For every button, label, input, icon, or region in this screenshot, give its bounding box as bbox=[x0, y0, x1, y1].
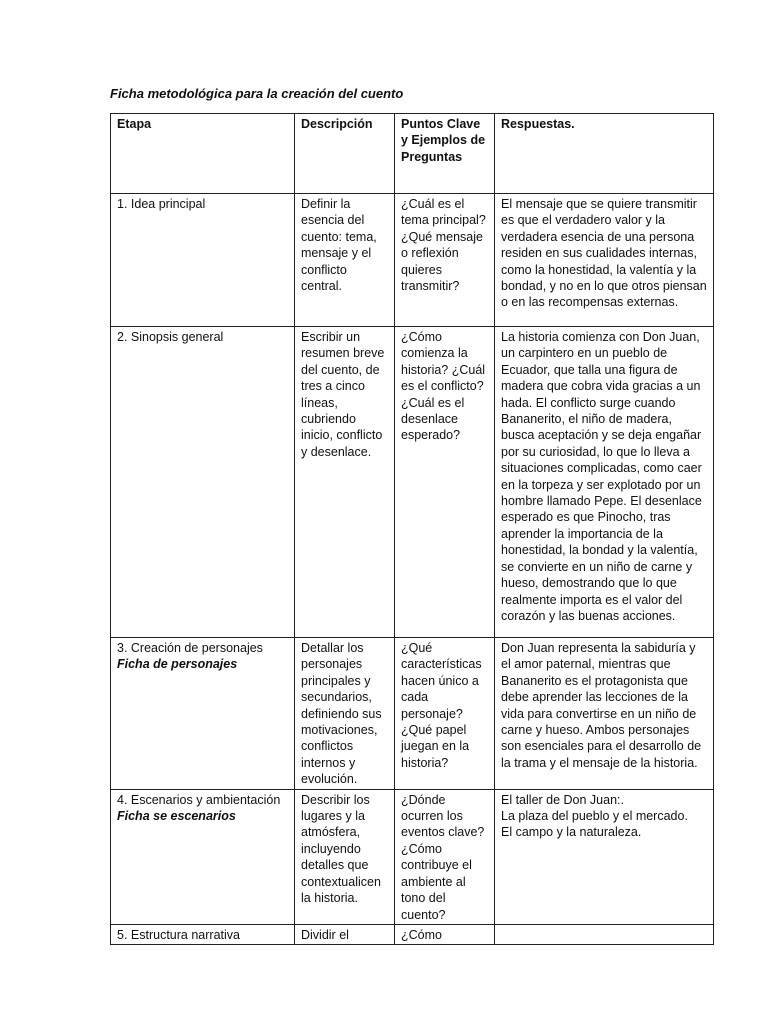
header-respuestas: Respuestas. bbox=[495, 114, 714, 194]
respuesta-cell: La historia comienza con Don Juan, un carpintero en un pueblo de Ecuador, que talla una figura de madera que cobra vida gracias a un hada. El conflicto surge cuando Bananerito, el niño de madera, busca aceptación y se deja engañar por su curiosidad, lo que lo lleva a situaciones complicadas, como caer en la torpeza y ser explotado por un hombre llamado Pepe. El desenlace esperado es que Pinocho, tras aprender la importancia de la honestidad, la bondad y la valentía, se convierte en un niño de carne y hueso, demostrando que lo que realmente importa es el valor del corazón y las buenas acciones. bbox=[495, 327, 714, 638]
etapa-label: 3. Creación de personajes bbox=[117, 641, 263, 655]
respuesta-line: El campo y la naturaleza. bbox=[501, 825, 642, 840]
methodology-table bbox=[110, 113, 714, 945]
respuesta-line: El taller de Don Juan:. bbox=[501, 792, 624, 807]
preguntas-cell: ¿Qué características hacen único a cada personaje? ¿Qué papel juegan en la historia? bbox=[395, 638, 495, 790]
etapa-label: 4. Escenarios y ambientación bbox=[117, 792, 281, 807]
descripcion-cell: Dividir el bbox=[295, 924, 395, 944]
etapa-cell bbox=[111, 638, 295, 790]
respuesta-cell bbox=[495, 789, 714, 924]
respuesta-cell bbox=[495, 924, 714, 944]
descripcion-cell: Detallar los personajes principales y secundarios, definiendo sus motivaciones, conflictos internos y evolución. bbox=[295, 638, 395, 790]
etapa-label: 2. Sinopsis general bbox=[117, 330, 224, 344]
table-header-row bbox=[111, 114, 714, 194]
header-preguntas: Puntos Clave y Ejemplos de Preguntas bbox=[395, 114, 495, 194]
etapa-cell bbox=[111, 194, 295, 327]
preguntas-cell: ¿Cómo comienza la historia? ¿Cuál es el conflicto? ¿Cuál es el desenlace esperado? bbox=[395, 327, 495, 638]
table-row bbox=[111, 194, 714, 327]
etapa-subtitle: Ficha se escenarios bbox=[117, 809, 236, 824]
descripcion-cell: Escribir un resumen breve del cuento, de tres a cinco líneas, cubriendo inicio, conflicto y desenlace. bbox=[295, 327, 395, 638]
descripcion-cell: Definir la esencia del cuento: tema, mensaje y el conflicto central. bbox=[295, 194, 395, 327]
preguntas-cell: ¿Dónde ocurren los eventos clave? ¿Cómo contribuye el ambiente al tono del cuento? bbox=[395, 789, 495, 924]
table-row bbox=[111, 924, 714, 944]
respuesta-cell: El mensaje que se quiere transmitir es que el verdadero valor y la verdadera esencia de una persona residen en sus cualidades internas, como la honestidad, la valentía y la bondad, y no en lo que otros piensan o en las recompensas externas. bbox=[495, 194, 714, 327]
respuesta-line: La plaza del pueblo y el mercado. bbox=[501, 809, 688, 824]
etapa-cell bbox=[111, 327, 295, 638]
respuesta-cell: Don Juan representa la sabiduría y el amor paternal, mientras que Bananerito es el protagonista que debe aprender las lecciones de la vida para convertirse en un niño de carne y hueso. Ambos personajes son esenciales para el desarrollo de la trama y el mensaje de la historia. bbox=[495, 638, 714, 790]
document-title: Ficha metodológica para la creación del cuento bbox=[110, 86, 404, 101]
preguntas-cell: ¿Cómo bbox=[395, 924, 495, 944]
etapa-cell bbox=[111, 789, 295, 924]
etapa-subtitle: Ficha de personajes bbox=[117, 657, 238, 672]
preguntas-cell: ¿Cuál es el tema principal? ¿Qué mensaje o reflexión quieres transmitir? bbox=[395, 194, 495, 327]
etapa-cell bbox=[111, 924, 295, 944]
etapa-label: 1. Idea principal bbox=[117, 197, 206, 211]
descripcion-cell: Describir los lugares y la atmósfera, incluyendo detalles que contextualicen la historia. bbox=[295, 789, 395, 924]
table-row bbox=[111, 789, 714, 924]
table-row bbox=[111, 327, 714, 638]
header-etapa: Etapa bbox=[111, 114, 295, 194]
etapa-label: 5. Estructura narrativa bbox=[117, 927, 240, 942]
header-descripcion: Descripción bbox=[295, 114, 395, 194]
table-row bbox=[111, 638, 714, 790]
